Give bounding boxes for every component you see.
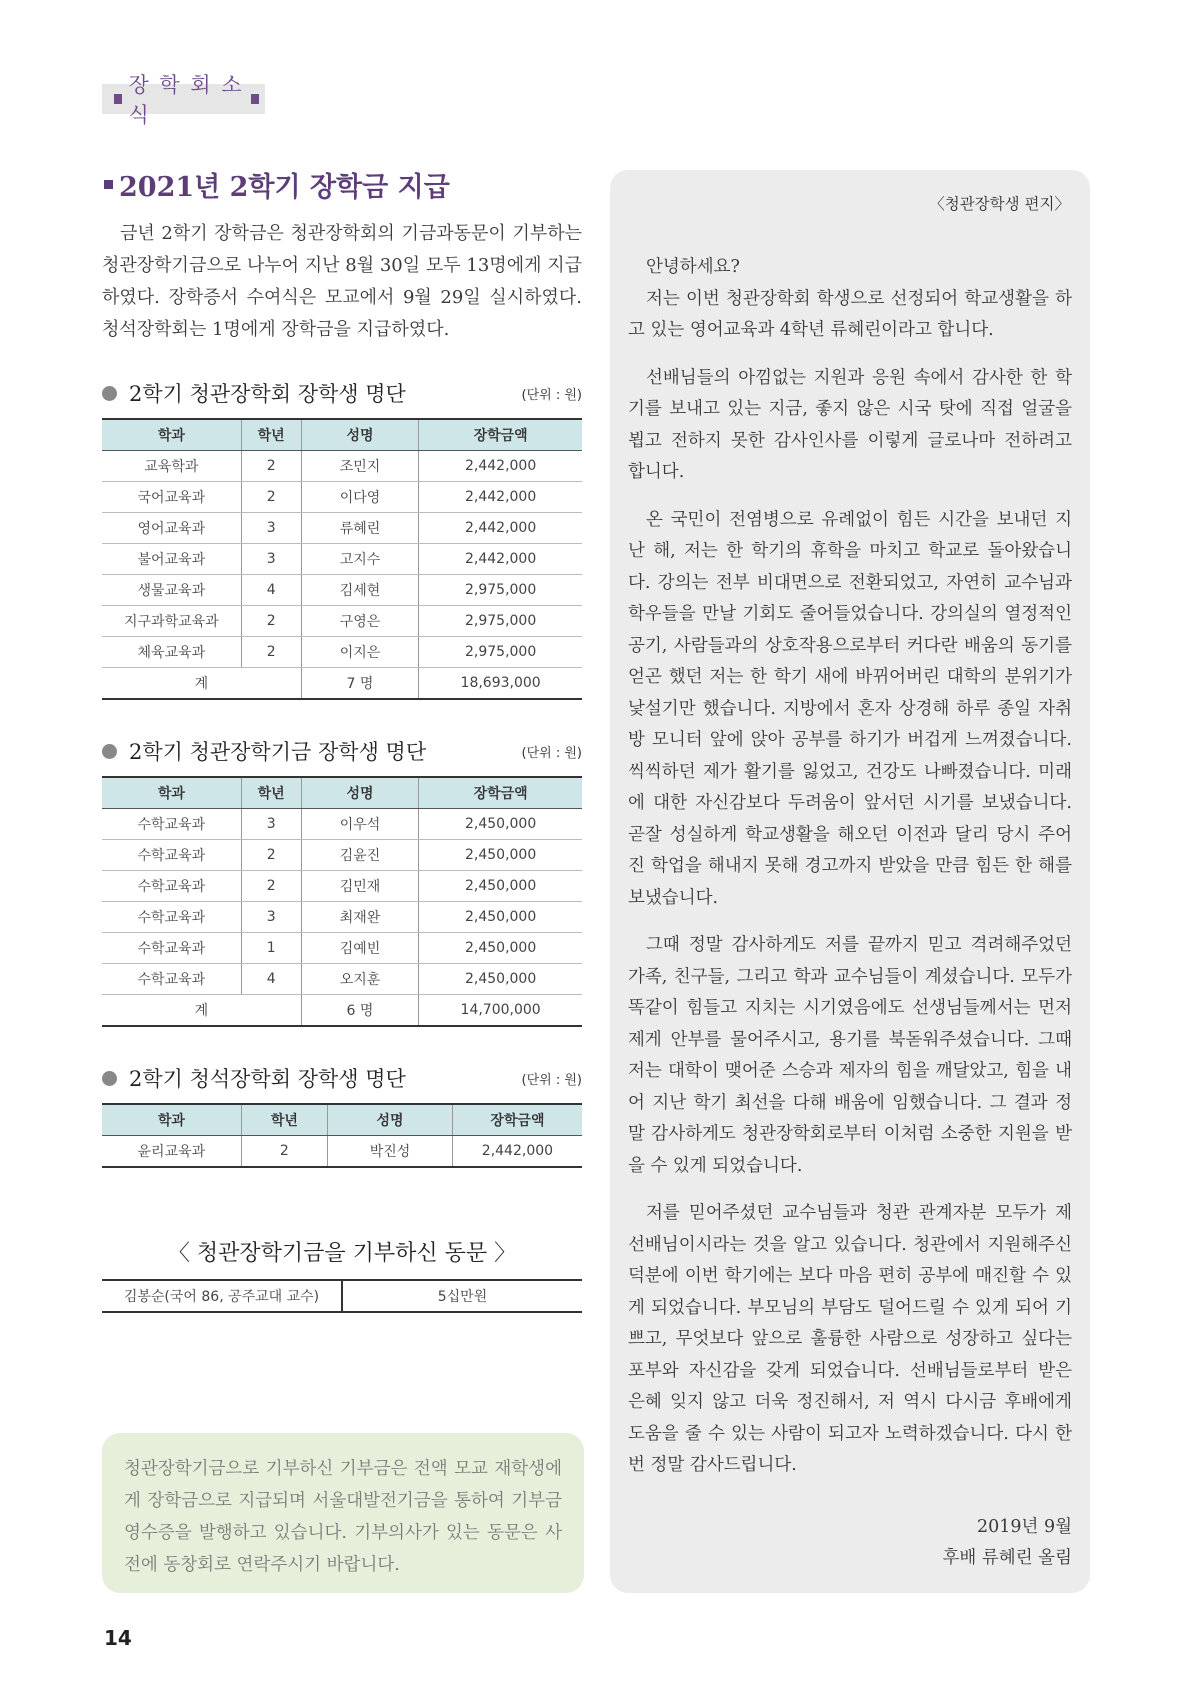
unit-label: (단위 : 원) — [521, 745, 582, 761]
scholarship-table-3 — [102, 1103, 582, 1168]
donor-amount: 5십만원 — [342, 1280, 582, 1312]
section-tag — [102, 73, 265, 127]
table-row — [102, 1280, 582, 1312]
table-row: 영어교육과 3 류혜린 2,442,000 — [102, 513, 582, 544]
table-3-header — [102, 1061, 582, 1095]
letter-signoff — [628, 1512, 1072, 1575]
circle-bullet-icon — [102, 1071, 117, 1086]
table-title: 2학기 청석장학회 장학생 명단 — [129, 1067, 406, 1091]
table-2-header — [102, 734, 582, 768]
col-header: 장학금액 — [419, 419, 582, 451]
square-bullet-icon — [251, 94, 259, 104]
circle-bullet-icon — [102, 744, 117, 759]
square-bullet-icon — [104, 180, 113, 189]
table-title: 2학기 청관장학회 장학생 명단 — [129, 382, 406, 406]
col-header: 학과 — [102, 777, 241, 809]
col-header: 장학금액 — [452, 1104, 582, 1136]
letter-signature: 후배 류혜린 올림 — [942, 1548, 1072, 1568]
table-row: 생물교육과 4 김세현 2,975,000 — [102, 575, 582, 606]
table-total-row: 계 7 명 18,693,000 — [102, 668, 582, 700]
scholarship-table-1 — [102, 418, 582, 700]
page-number: 14 — [104, 1626, 132, 1650]
col-header: 학년 — [241, 419, 301, 451]
col-header: 성명 — [301, 777, 419, 809]
donation-notice: 청관장학기금으로 기부하신 기부금은 전액 모교 재학생에게 장학금으로 지급되며 서울대발전기금을 통하여 기부금영수증을 발행하고 있습니다. 기부의사가 있는 동문은 사전에 동창회로 연락주시기 바랍니다. — [102, 1433, 584, 1593]
article-title: 2021년 2학기 장학금 지급 — [102, 165, 582, 204]
circle-bullet-icon — [102, 386, 117, 401]
table-row: 지구과학교육과 2 구영은 2,975,000 — [102, 606, 582, 637]
letter-tag: 〈청관장학생 편지〉 — [929, 195, 1070, 213]
table-1-header — [102, 376, 582, 410]
section-label: 장 학 회 소식 — [128, 73, 244, 127]
col-header: 성명 — [328, 1104, 453, 1136]
left-column — [102, 165, 582, 1313]
table-row: 수학교육과 3 최재완 2,450,000 — [102, 902, 582, 933]
table-row: 수학교육과 2 김민재 2,450,000 — [102, 871, 582, 902]
donor-title: 〈 청관장학기금을 기부하신 동문 〉 — [167, 1241, 517, 1266]
unit-label: (단위 : 원) — [521, 387, 582, 403]
scholar-letter — [610, 170, 1090, 1593]
article-intro: 금년 2학기 장학금은 청관장학회의 기금과동문이 기부하는 청관장학기금으로 나누어 지난 8월 30일 모두 13명에게 지급하였다. 장학증서 수여식은 모교에서 9월 29일 실시하였다. 청석장학회는 1명에게 장학금을 지급하였다. — [102, 223, 582, 340]
scholarship-table-2 — [102, 776, 582, 1027]
table-title: 2학기 청관장학기금 장학생 명단 — [129, 740, 427, 764]
col-header: 학년 — [241, 1104, 327, 1136]
letter-paragraph: 그때 정말 감사하게도 저를 끝까지 믿고 격려해주었던 가족, 친구들, 그리고 학과 교수님들이 계셨습니다. 모두가 똑같이 힘들고 지치는 시기였음에도 선생님들께서는 먼저 제게 안부를 물어주시고, 용기를 북돋워주셨습니다. 그때 저는 대학이 맺어준 스승과 제자의 힘을 깨달았고, 힘을 내어 지난 학기 최선을 다해 배움에 임했습니다. 그 결과 정말 감사하게도 청관장학회로부터 이처럼 소중한 지원을 받을 수 있게 되었습니다. — [628, 935, 1072, 1176]
table-row: 수학교육과 1 김예빈 2,450,000 — [102, 933, 582, 964]
col-header: 성명 — [301, 419, 419, 451]
letter-greeting: 안녕하세요? — [646, 257, 740, 277]
table-header-row — [102, 1104, 582, 1136]
col-header: 학과 — [102, 419, 241, 451]
table-header-row — [102, 777, 582, 809]
table-row: 불어교육과 3 고지수 2,442,000 — [102, 544, 582, 575]
unit-label: (단위 : 원) — [521, 1072, 582, 1088]
letter-paragraph: 선배님들의 아낌없는 지원과 응원 속에서 감사한 한 학기를 보내고 있는 지금, 좋지 않은 시국 탓에 직접 얼굴을 뵙고 전하지 못한 감사인사를 이렇게 글로나마 전하려고 합니다. — [628, 367, 1072, 482]
letter-paragraph: 저는 이번 청관장학회 학생으로 선정되어 학교생활을 하고 있는 영어교육과 4학년 류혜린이라고 합니다. — [628, 288, 1072, 340]
table-header-row — [102, 419, 582, 451]
table-row: 수학교육과 4 오지훈 2,450,000 — [102, 964, 582, 995]
table-row: 교육학과 2 조민지 2,442,000 — [102, 451, 582, 482]
donor-name: 김봉순(국어 86, 공주교대 교수) — [102, 1280, 342, 1312]
col-header: 장학금액 — [419, 777, 582, 809]
table-total-row: 계 6 명 14,700,000 — [102, 995, 582, 1027]
col-header: 학년 — [241, 777, 301, 809]
table-row: 윤리교육과 2 박진성 2,442,000 — [102, 1136, 582, 1168]
table-row: 체육교육과 2 이지은 2,975,000 — [102, 637, 582, 668]
square-bullet-icon — [114, 94, 122, 104]
col-header: 학과 — [102, 1104, 241, 1136]
donor-table — [102, 1279, 582, 1313]
letter-paragraph: 저를 믿어주셨던 교수님들과 청관 관계자분 모두가 제 선배님이시라는 것을 알고 있습니다. 청관에서 지원해주신 덕분에 이번 학기에는 보다 마음 편히 공부에 매진할 수 있게 되었습니다. 부모님의 부담도 덜어드릴 수 있게 되어 기쁘고, 무엇보다 앞으로 훌륭한 사람으로 성장하고 싶다는 포부와 자신감을 갖게 되었습니다. 선배님들로부터 받은 은혜 잊지 않고 더욱 정진해서, 저 역시 다시금 후배에게 도움을 줄 수 있는 사람이 되고자 노력하겠습니다. 다시 한번 정말 감사드립니다. — [628, 1203, 1072, 1475]
letter-date: 2019년 9월 — [976, 1516, 1072, 1537]
letter-paragraph: 온 국민이 전염병으로 유례없이 힘든 시간을 보내던 지난 해, 저는 한 학기의 휴학을 마치고 학교로 돌아왔습니다. 강의는 전부 비대면으로 전환되었고, 자연히 교수님과 학우들을 만날 기회도 줄어들었습니다. 강의실의 열정적인 공기, 사람들과의 상호작용으로부터 커다란 배움의 동기를 얻곤 했던 저는 한 학기 새에 바뀌어버린 대학의 분위기가 낯설기만 했습니다. 지방에서 혼자 상경해 하루 종일 자취방 모니터 앞에 앉아 공부를 하기가 버겁게 느껴졌습니다. 씩씩하던 제가 활기를 잃었고, 건강도 나빠졌습니다. 미래에 대한 자신감보다 두려움이 앞서던 시기를 보냈습니다. 곧잘 성실하게 학교생활을 해오던 이전과 달리 당시 주어진 학업을 해내지 못해 경고까지 받았을 만큼 힘든 한 해를 보냈습니다. — [628, 509, 1072, 908]
table-row: 수학교육과 3 이우석 2,450,000 — [102, 809, 582, 840]
table-row: 국어교육과 2 이다영 2,442,000 — [102, 482, 582, 513]
table-row: 수학교육과 2 김윤진 2,450,000 — [102, 840, 582, 871]
